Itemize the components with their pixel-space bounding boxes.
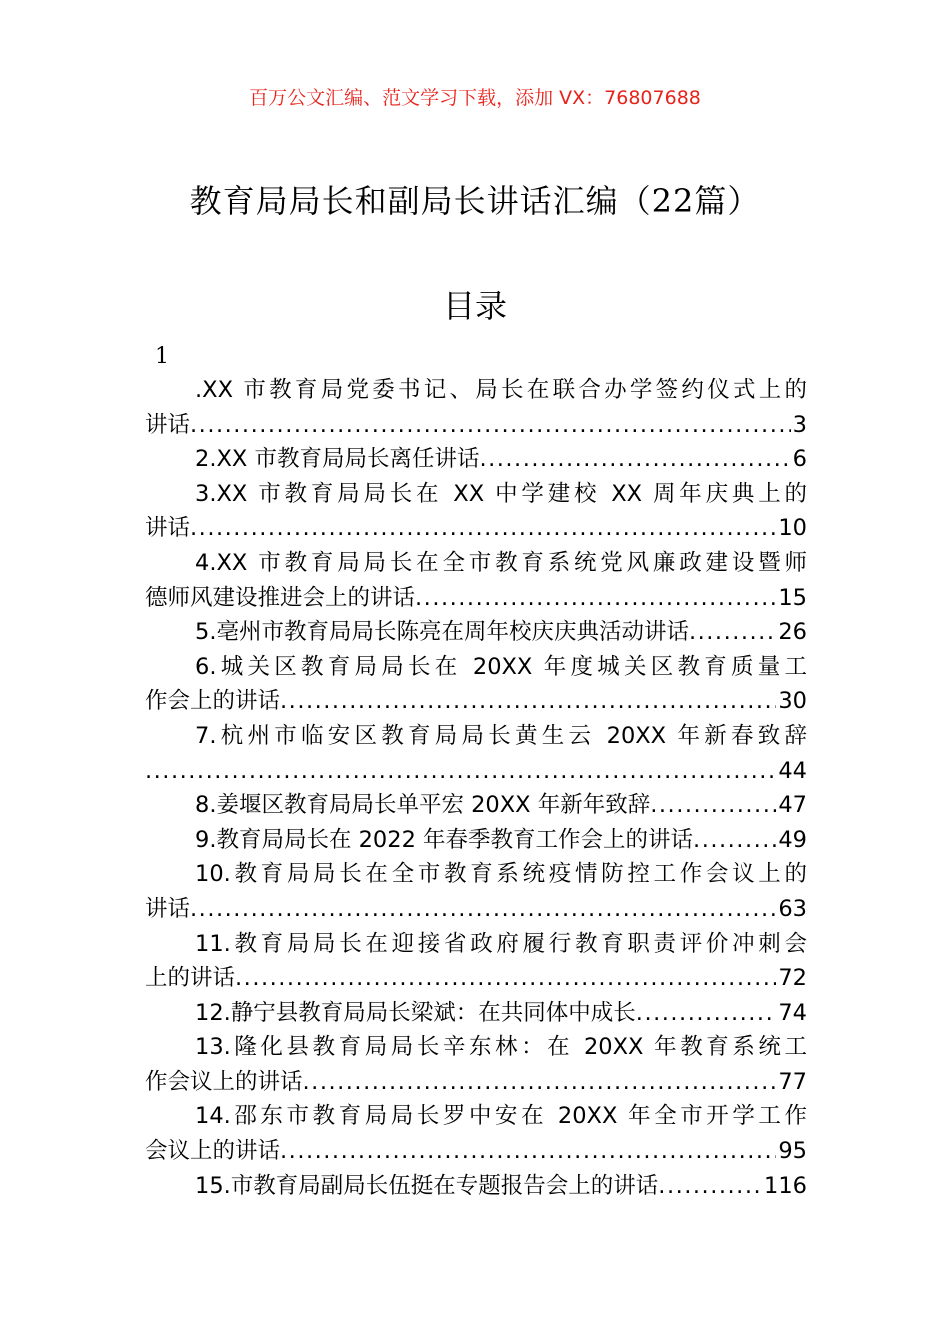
toc-entry-leader-line xyxy=(145,442,807,477)
toc-dot-leader xyxy=(689,615,776,650)
toc-entry-leader-line xyxy=(145,754,807,789)
toc-page-number: 116 xyxy=(764,1172,807,1199)
toc-dot-leader xyxy=(190,408,791,443)
toc-entry-leader-line xyxy=(145,892,807,927)
toc-entry-title-tail: 作会上的讲话 xyxy=(145,688,281,715)
toc-page-number: 15 xyxy=(778,584,807,611)
toc-dot-leader xyxy=(658,1169,762,1204)
toc-entry[interactable] xyxy=(145,996,807,1031)
toc-entry-title-line: 13.隆化县教育局局长辛东林：在 20XX 年教育系统工 xyxy=(195,1034,807,1061)
toc-entry-title-tail: 作会议上的讲话 xyxy=(145,1068,303,1095)
toc-dot-leader xyxy=(693,823,776,858)
toc-entry-title-tail: 12.静宁县教育局局长梁斌：在共同体中成长 xyxy=(195,999,636,1026)
toc-entry[interactable] xyxy=(145,442,807,477)
toc-entry-title-tail: 德师风建设推进会上的讲话 xyxy=(145,584,416,611)
toc-entry-leader-line xyxy=(145,408,807,443)
toc-dot-leader xyxy=(280,1134,776,1169)
toc-page-number: 49 xyxy=(778,826,807,853)
toc-entry[interactable] xyxy=(145,477,807,546)
toc-entry[interactable] xyxy=(145,788,807,823)
toc-entry[interactable] xyxy=(145,615,807,650)
toc-dot-leader xyxy=(479,442,790,477)
toc-dot-leader xyxy=(636,996,777,1031)
toc-entry-leader-line xyxy=(145,511,807,546)
toc-entry-title-tail: 2.XX 市教育局局长离任讲话 xyxy=(195,446,480,473)
toc-entry[interactable] xyxy=(145,823,807,858)
toc-page-number: 30 xyxy=(778,688,807,715)
toc-entry-leader-line xyxy=(145,684,807,719)
toc-entry-leader-line xyxy=(145,615,807,650)
toc-dot-leader xyxy=(280,684,776,719)
toc-page-number: 77 xyxy=(778,1068,807,1095)
toc-first-marker: 1 xyxy=(155,344,169,369)
toc-dot-leader xyxy=(190,511,776,546)
toc-entry-title-line: 6.城关区教育局局长在 20XX 年度城关区教育质量工 xyxy=(195,653,807,680)
toc-dot-leader xyxy=(650,788,776,823)
toc-entry-leader-line xyxy=(145,1065,807,1100)
toc-entry[interactable] xyxy=(145,650,807,719)
toc-page-number: 44 xyxy=(778,757,807,784)
toc-entry[interactable] xyxy=(145,1169,807,1204)
toc-entry-title-line: 3.XX 市教育局局长在 XX 中学建校 XX 周年庆典上的 xyxy=(195,480,807,507)
toc-entry-title-tail: 5.亳州市教育局局长陈亮在周年校庆庆典活动讲话 xyxy=(195,619,689,646)
toc-entry-title-tail: 15.市教育局副局长伍挺在专题报告会上的讲话 xyxy=(195,1172,659,1199)
toc-entry-title-line: 7.杭州市临安区教育局局长黄生云 20XX 年新春致辞 xyxy=(195,722,807,749)
toc-page-number: 63 xyxy=(778,895,807,922)
toc-page-number: 26 xyxy=(778,619,807,646)
toc-page-number: 74 xyxy=(778,999,807,1026)
toc-page-number: 95 xyxy=(778,1138,807,1165)
toc-dot-leader xyxy=(190,892,776,927)
toc-entry-title-line: 4.XX 市教育局局长在全市教育系统党风廉政建设暨师 xyxy=(195,549,807,576)
toc-page-number: 47 xyxy=(778,792,807,819)
toc-entry[interactable] xyxy=(145,373,807,442)
toc-entry-leader-line xyxy=(145,1134,807,1169)
toc-entry-title-tail: 讲话 xyxy=(145,895,191,922)
toc-entry-title-tail: 上的讲话 xyxy=(145,965,236,992)
toc-entry-leader-line xyxy=(145,823,807,858)
toc-entry[interactable] xyxy=(145,1030,807,1099)
table-of-contents xyxy=(145,373,807,1203)
toc-entry-title-tail: 讲话 xyxy=(145,411,191,438)
toc-page-number: 10 xyxy=(778,515,807,542)
toc-entry[interactable] xyxy=(145,857,807,926)
toc-entry[interactable] xyxy=(145,546,807,615)
document-title-count: 22 xyxy=(651,182,695,220)
toc-entry[interactable] xyxy=(145,1099,807,1168)
toc-entry-title-line: 14.邵东市教育局局长罗中安在 20XX 年全市开学工作 xyxy=(195,1103,807,1130)
toc-entry-leader-line xyxy=(145,996,807,1031)
toc-page-number: 72 xyxy=(778,965,807,992)
toc-dot-leader xyxy=(235,961,776,996)
toc-entry-title-line: 11.教育局局长在迎接省政府履行教育职责评价冲刺会 xyxy=(195,930,807,957)
toc-page-number: 6 xyxy=(792,446,807,473)
toc-entry-title-line: .XX 市教育局党委书记、局长在联合办学签约仪式上的 xyxy=(195,377,807,403)
toc-entry-leader-line xyxy=(145,581,807,616)
toc-entry[interactable] xyxy=(145,927,807,996)
header-banner: 百万公文汇编、范文学习下载，添加 VX：76807688 xyxy=(249,87,701,109)
toc-entry-title-tail: 会议上的讲话 xyxy=(145,1138,281,1165)
toc-entry[interactable] xyxy=(145,719,807,788)
toc-entry-title-tail: 9.教育局局长在 2022 年春季教育工作会上的讲话 xyxy=(195,826,694,853)
toc-dot-leader xyxy=(303,1065,777,1100)
document-title-prefix: 教育局局长和副局长讲话汇编（ xyxy=(189,182,652,220)
toc-dot-leader xyxy=(145,754,776,789)
toc-page-number: 3 xyxy=(792,411,807,438)
toc-entry-leader-line xyxy=(145,961,807,996)
toc-heading: 目录 xyxy=(442,287,507,325)
toc-dot-leader xyxy=(415,581,776,616)
toc-entry-title-tail: 讲话 xyxy=(145,515,191,542)
toc-entry-leader-line xyxy=(145,1169,807,1204)
document-title-suffix: 篇） xyxy=(694,182,761,220)
toc-entry-leader-line xyxy=(145,788,807,823)
toc-entry-title-line: 10.教育局局长在全市教育系统疫情防控工作会议上的 xyxy=(195,861,807,888)
toc-entry-title-tail: 8.姜堰区教育局局长单平宏 20XX 年新年致辞 xyxy=(195,792,651,819)
document-title xyxy=(0,177,950,225)
